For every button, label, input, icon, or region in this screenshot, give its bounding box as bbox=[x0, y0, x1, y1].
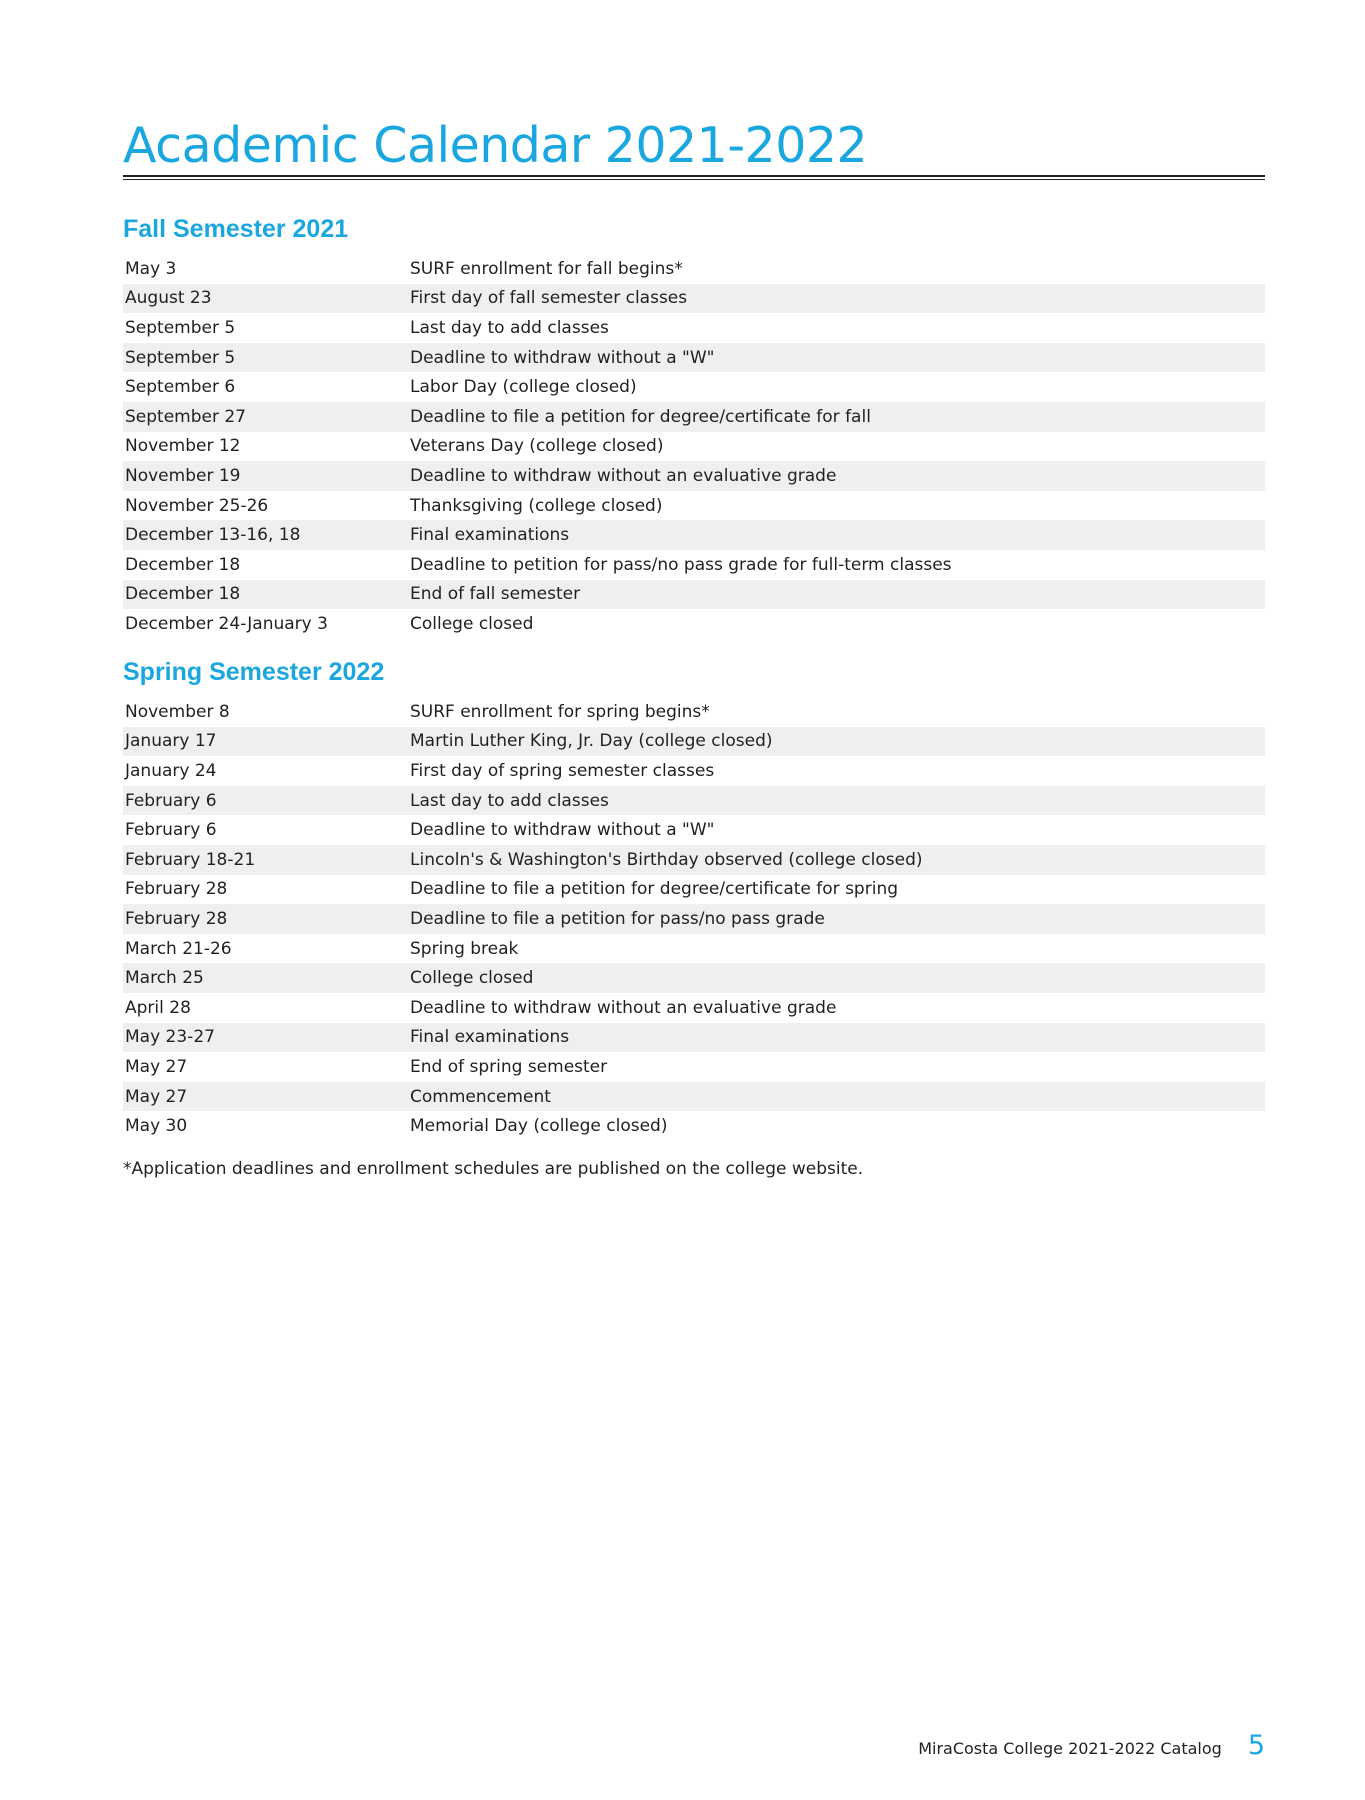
calendar-event: Thanksgiving (college closed) bbox=[410, 495, 663, 516]
calendar-event: Last day to add classes bbox=[410, 790, 609, 811]
calendar-date: February 28 bbox=[125, 908, 228, 929]
calendar-row bbox=[123, 934, 1265, 964]
calendar-row bbox=[123, 993, 1265, 1023]
calendar-event: Lincoln's & Washington's Birthday observed (college closed) bbox=[410, 849, 923, 870]
calendar-date: November 25-26 bbox=[125, 495, 269, 516]
calendar-event: Deadline to file a petition for pass/no pass grade bbox=[410, 908, 825, 929]
calendar-event: College closed bbox=[410, 613, 534, 634]
calendar-row bbox=[123, 491, 1265, 521]
calendar-event: Deadline to withdraw without an evaluative grade bbox=[410, 997, 837, 1018]
calendar-event: Final examinations bbox=[410, 525, 570, 546]
calendar-event: Deadline to file a petition for degree/certificate for spring bbox=[410, 879, 899, 900]
calendar-date: December 24-January 3 bbox=[125, 613, 328, 634]
calendar-row bbox=[123, 756, 1265, 786]
calendar-date: November 8 bbox=[125, 701, 230, 722]
calendar-row bbox=[123, 697, 1265, 727]
calendar-row bbox=[123, 254, 1265, 284]
calendar-row bbox=[123, 875, 1265, 905]
spring-calendar-table bbox=[123, 697, 1265, 1141]
fall-calendar-table bbox=[123, 254, 1265, 639]
calendar-event: Veterans Day (college closed) bbox=[410, 436, 664, 457]
calendar-date: May 23-27 bbox=[125, 1027, 215, 1048]
calendar-date: December 13-16, 18 bbox=[125, 525, 301, 546]
calendar-date: February 6 bbox=[125, 820, 217, 841]
calendar-row bbox=[123, 313, 1265, 343]
page-footer bbox=[918, 1730, 1265, 1761]
fall-semester-heading: Fall Semester 2021 bbox=[123, 215, 349, 243]
calendar-date: November 19 bbox=[125, 465, 241, 486]
calendar-event: Labor Day (college closed) bbox=[410, 377, 637, 398]
calendar-row bbox=[123, 786, 1265, 816]
calendar-event: End of spring semester bbox=[410, 1056, 608, 1077]
title-divider bbox=[123, 175, 1265, 180]
calendar-row bbox=[123, 372, 1265, 402]
calendar-row bbox=[123, 432, 1265, 462]
calendar-date: May 30 bbox=[125, 1116, 188, 1137]
calendar-date: February 28 bbox=[125, 879, 228, 900]
calendar-row bbox=[123, 550, 1265, 580]
calendar-row bbox=[123, 343, 1265, 373]
calendar-row bbox=[123, 1111, 1265, 1141]
calendar-date: August 23 bbox=[125, 288, 212, 309]
calendar-date: March 25 bbox=[125, 968, 204, 989]
calendar-date: January 17 bbox=[125, 731, 217, 752]
calendar-event: Last day to add classes bbox=[410, 317, 609, 338]
calendar-row bbox=[123, 727, 1265, 757]
page-title: Academic Calendar 2021-2022 bbox=[123, 117, 868, 174]
calendar-event: Spring break bbox=[410, 938, 519, 959]
calendar-event: SURF enrollment for fall begins* bbox=[410, 258, 683, 279]
calendar-event: Deadline to withdraw without an evaluative grade bbox=[410, 465, 837, 486]
calendar-date: May 3 bbox=[125, 258, 177, 279]
calendar-row bbox=[123, 284, 1265, 314]
calendar-event: First day of spring semester classes bbox=[410, 760, 715, 781]
calendar-row bbox=[123, 1052, 1265, 1082]
calendar-event: College closed bbox=[410, 968, 534, 989]
calendar-date: April 28 bbox=[125, 997, 191, 1018]
calendar-event: Deadline to withdraw without a "W" bbox=[410, 820, 715, 841]
calendar-date: January 24 bbox=[125, 760, 217, 781]
calendar-event: Deadline to withdraw without a "W" bbox=[410, 347, 715, 368]
calendar-event: Final examinations bbox=[410, 1027, 570, 1048]
calendar-event: Deadline to file a petition for degree/certificate for fall bbox=[410, 406, 871, 427]
calendar-row bbox=[123, 402, 1265, 432]
calendar-date: May 27 bbox=[125, 1056, 188, 1077]
calendar-event: SURF enrollment for spring begins* bbox=[410, 701, 710, 722]
calendar-date: February 18-21 bbox=[125, 849, 256, 870]
calendar-event: Memorial Day (college closed) bbox=[410, 1116, 668, 1137]
calendar-date: February 6 bbox=[125, 790, 217, 811]
calendar-date: November 12 bbox=[125, 436, 241, 457]
calendar-date: September 6 bbox=[125, 377, 236, 398]
footnote: *Application deadlines and enrollment schedules are published on the college website. bbox=[123, 1159, 864, 1179]
calendar-row bbox=[123, 1023, 1265, 1053]
calendar-event: End of fall semester bbox=[410, 584, 581, 605]
calendar-row bbox=[123, 1082, 1265, 1112]
calendar-date: May 27 bbox=[125, 1086, 188, 1107]
calendar-row bbox=[123, 580, 1265, 610]
footer-catalog-title: MiraCosta College 2021-2022 Catalog bbox=[918, 1739, 1222, 1758]
calendar-date: September 27 bbox=[125, 406, 247, 427]
calendar-date: December 18 bbox=[125, 584, 241, 605]
calendar-event: Deadline to petition for pass/no pass grade for full-term classes bbox=[410, 554, 952, 575]
calendar-row bbox=[123, 815, 1265, 845]
calendar-event: Martin Luther King, Jr. Day (college closed) bbox=[410, 731, 773, 752]
calendar-event: Commencement bbox=[410, 1086, 551, 1107]
spring-semester-heading: Spring Semester 2022 bbox=[123, 658, 385, 686]
calendar-row bbox=[123, 845, 1265, 875]
calendar-row bbox=[123, 904, 1265, 934]
calendar-row bbox=[123, 461, 1265, 491]
calendar-date: September 5 bbox=[125, 347, 236, 368]
calendar-row bbox=[123, 963, 1265, 993]
calendar-date: March 21-26 bbox=[125, 938, 232, 959]
calendar-date: December 18 bbox=[125, 554, 241, 575]
calendar-date: September 5 bbox=[125, 317, 236, 338]
calendar-row bbox=[123, 520, 1265, 550]
page-number: 5 bbox=[1247, 1730, 1265, 1761]
calendar-event: First day of fall semester classes bbox=[410, 288, 688, 309]
calendar-row bbox=[123, 609, 1265, 639]
